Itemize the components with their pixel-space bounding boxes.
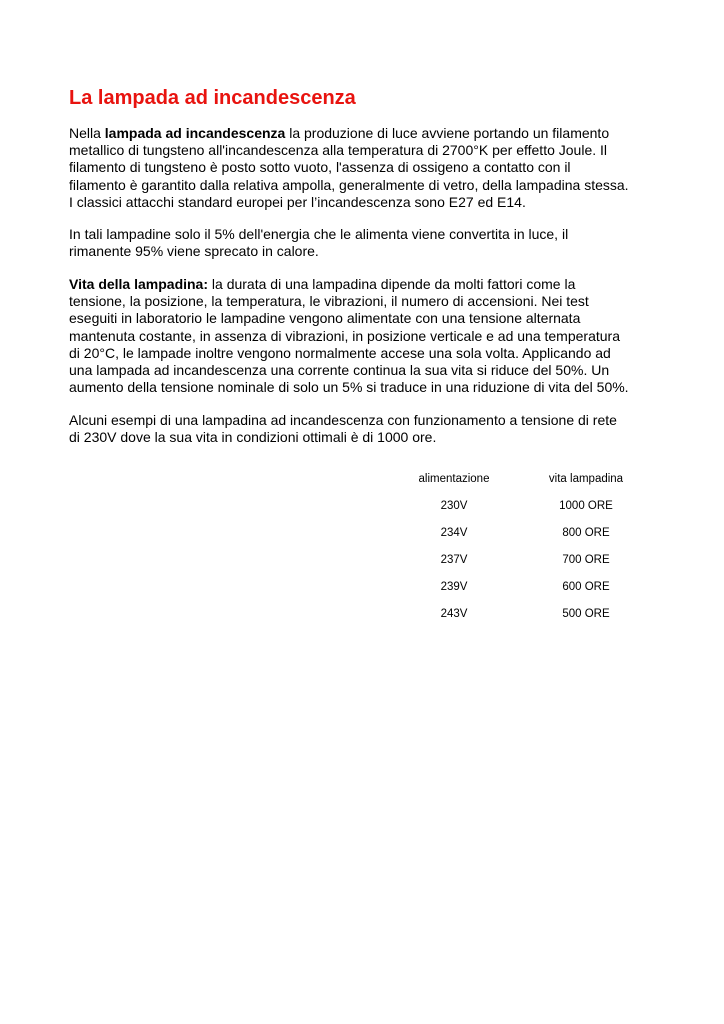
- paragraph-line: [69, 125, 669, 142]
- paragraph-line: filamento è garantito dalla relativa ampolla, generalmente di vetro, della lampadina stessa.: [69, 176, 629, 193]
- table-cell-life: 500 ORE: [562, 608, 610, 620]
- table-cell-voltage: 239V: [440, 581, 468, 593]
- table-cell-voltage: 237V: [440, 554, 468, 566]
- table-cell-life: 1000 ORE: [559, 500, 613, 512]
- paragraph-lifespan: [69, 276, 669, 396]
- paragraph-line: tensione, la posizione, la temperatura, le vibrazioni, il numero di accensioni. Nei test: [69, 293, 589, 310]
- paragraph-line: mantenuta costante, in assenza di vibrazioni, in posizione verticale e ad una temperatura: [69, 327, 620, 344]
- paragraph-line: eseguiti in laboratorio le lampadine vengono alimentate con una tensione alternata: [69, 310, 581, 327]
- paragraph-line: rimanente 95% viene sprecato in calore.: [69, 243, 319, 260]
- paragraph-text: la durata di una lampadina dipende da molti fattori come la: [208, 276, 576, 292]
- table-row: [395, 607, 659, 634]
- bold-term: lampada ad incandescenza: [104, 125, 286, 141]
- paragraph-line: di 230V dove la sua vita in condizioni ottimali è di 1000 ore.: [69, 429, 437, 446]
- paragraph-efficiency: [69, 226, 669, 260]
- paragraph-line: aumento della tensione nominale di solo un 5% si traduce in una riduzione di vita del 50%.: [69, 379, 629, 396]
- table-header-row: [395, 472, 659, 499]
- table-cell-life: 600 ORE: [562, 581, 610, 593]
- paragraph-text: la produzione di luce avviene portando un filamento: [285, 125, 610, 141]
- bold-term: Vita della lampadina:: [69, 276, 209, 292]
- paragraph-line: I classici attacchi standard europei per l’incandescenza sono E27 ed E14.: [69, 193, 526, 210]
- paragraph-intro: [69, 125, 669, 211]
- table-header-life: vita lampadina: [548, 473, 624, 485]
- document-title: La lampada ad incandescenza: [69, 87, 356, 109]
- table-row: [395, 553, 659, 580]
- paragraph-line: [69, 276, 669, 293]
- paragraph-line: Alcuni esempi di una lampadina ad incandescenza con funzionamento a tensione di rete: [69, 412, 617, 428]
- paragraph-line: filamento di tungsteno è posto sotto vuoto, l'assenza di ossigeno a contatto con il: [69, 159, 571, 176]
- table-header-voltage: alimentazione: [418, 473, 490, 485]
- table-cell-voltage: 234V: [440, 527, 468, 539]
- table-cell-life: 700 ORE: [562, 554, 610, 566]
- paragraph-line: una lampada ad incandescenza una corrente continua la sua vita si riduce del 50%. Un: [69, 362, 610, 379]
- table-cell-life: 800 ORE: [562, 527, 610, 539]
- voltage-life-table: [395, 472, 659, 634]
- table-cell-voltage: 243V: [440, 608, 468, 620]
- paragraph-text: Nella: [69, 125, 105, 141]
- table-row: [395, 499, 659, 526]
- paragraph-line: di 20°C, le lampade inoltre vengono normalmente accese una sola volta. Applicando ad: [69, 344, 611, 361]
- paragraph-line: metallico di tungsteno all'incandescenza alla temperatura di 2700°K per effetto Joule. Il: [69, 142, 608, 159]
- paragraph-line: In tali lampadine solo il 5% dell'energia che le alimenta viene convertita in luce, il: [69, 226, 569, 242]
- table-row: [395, 526, 659, 553]
- paragraph-examples: [69, 412, 669, 446]
- table-row: [395, 580, 659, 607]
- table-cell-voltage: 230V: [440, 500, 468, 512]
